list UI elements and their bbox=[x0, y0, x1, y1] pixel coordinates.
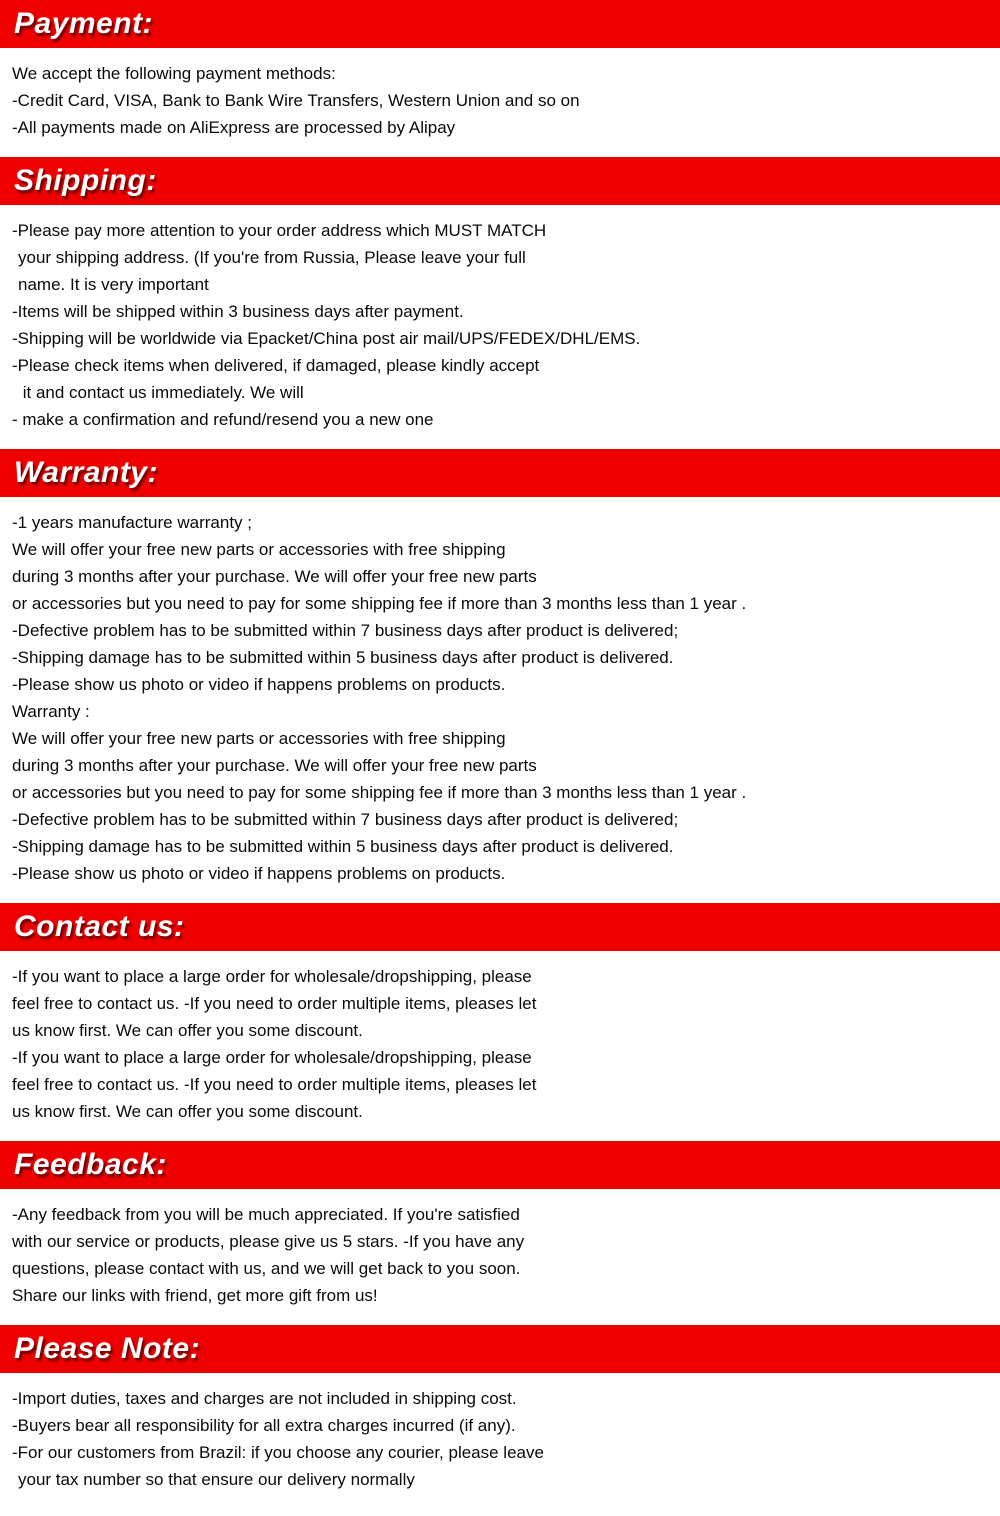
text-line: - make a confirmation and refund/resend you a new one bbox=[12, 410, 434, 429]
text-line: Warranty : bbox=[12, 702, 90, 721]
text-line: during 3 months after your purchase. We will offer your free new parts bbox=[12, 567, 537, 586]
section-title-warranty: Warranty: bbox=[14, 456, 158, 489]
section-header-payment bbox=[0, 0, 1000, 48]
text-line: -1 years manufacture warranty ; bbox=[12, 513, 252, 532]
section-header-contact-us bbox=[0, 903, 1000, 951]
text-line: -Please check items when delivered, if damaged, please kindly accept bbox=[12, 356, 540, 375]
text-line: -For our customers from Brazil: if you choose any courier, please leave bbox=[12, 1443, 544, 1462]
text-line: feel free to contact us. -If you need to order multiple items, pleases let bbox=[12, 1075, 537, 1094]
text-line: -Shipping damage has to be submitted within 5 business days after product is delivered. bbox=[12, 648, 674, 667]
section-please-note bbox=[0, 1325, 1000, 1509]
text-line: -Buyers bear all responsibility for all extra charges incurred (if any). bbox=[12, 1416, 516, 1435]
text-line: -Shipping will be worldwide via Epacket/China post air mail/UPS/FEDEX/DHL/EMS. bbox=[12, 329, 641, 348]
section-feedback bbox=[0, 1141, 1000, 1325]
text-line: We will offer your free new parts or accessories with free shipping bbox=[12, 729, 506, 748]
section-header-feedback bbox=[0, 1141, 1000, 1189]
text-line: -Please pay more attention to your order address which MUST MATCH bbox=[12, 221, 547, 240]
section-header-shipping bbox=[0, 157, 1000, 205]
text-line: -Items will be shipped within 3 business days after payment. bbox=[12, 302, 464, 321]
text-line: -Defective problem has to be submitted within 7 business days after product is delivered; bbox=[12, 621, 679, 640]
section-shipping bbox=[0, 157, 1000, 449]
section-header-please-note bbox=[0, 1325, 1000, 1373]
text-line: -Any feedback from you will be much appreciated. If you're satisfied bbox=[12, 1205, 520, 1224]
text-line: -If you want to place a large order for wholesale/dropshipping, please bbox=[12, 1048, 532, 1067]
text-line: -If you want to place a large order for wholesale/dropshipping, please bbox=[12, 967, 532, 986]
text-line: during 3 months after your purchase. We will offer your free new parts bbox=[12, 756, 537, 775]
text-line: -Please show us photo or video if happens problems on products. bbox=[12, 864, 506, 883]
section-title-shipping: Shipping: bbox=[14, 164, 157, 197]
text-line: -Shipping damage has to be submitted within 5 business days after product is delivered. bbox=[12, 837, 674, 856]
text-line: We will offer your free new parts or accessories with free shipping bbox=[12, 540, 506, 559]
section-title-payment: Payment: bbox=[14, 7, 154, 40]
section-title-contact-us: Contact us: bbox=[14, 910, 185, 943]
text-line: your tax number so that ensure our delivery normally bbox=[18, 1470, 415, 1489]
text-line: -Please show us photo or video if happens problems on products. bbox=[12, 675, 506, 694]
text-line: or accessories but you need to pay for some shipping fee if more than 3 months less than 1 year . bbox=[12, 783, 747, 802]
section-warranty bbox=[0, 449, 1000, 903]
text-line: -Credit Card, VISA, Bank to Bank Wire Transfers, Western Union and so on bbox=[12, 91, 580, 110]
text-line: it and contact us immediately. We will bbox=[18, 383, 304, 402]
section-title-please-note: Please Note: bbox=[14, 1332, 201, 1365]
text-line: We accept the following payment methods: bbox=[12, 64, 336, 83]
text-line: feel free to contact us. -If you need to order multiple items, pleases let bbox=[12, 994, 537, 1013]
text-line: -Defective problem has to be submitted within 7 business days after product is delivered; bbox=[12, 810, 679, 829]
text-line: us know first. We can offer you some discount. bbox=[12, 1021, 363, 1040]
section-contact-us bbox=[0, 903, 1000, 1141]
text-line: your shipping address. (If you're from Russia, Please leave your full bbox=[18, 248, 526, 267]
section-body-shipping bbox=[0, 205, 1000, 449]
section-payment bbox=[0, 0, 1000, 157]
text-line: -All payments made on AliExpress are processed by Alipay bbox=[12, 118, 456, 137]
text-line: with our service or products, please give us 5 stars. -If you have any bbox=[12, 1232, 525, 1251]
section-body-feedback bbox=[0, 1189, 1000, 1325]
section-body-payment bbox=[0, 48, 1000, 157]
text-line: -Import duties, taxes and charges are not included in shipping cost. bbox=[12, 1389, 517, 1408]
text-line: questions, please contact with us, and we will get back to you soon. bbox=[12, 1259, 521, 1278]
text-line: us know first. We can offer you some discount. bbox=[12, 1102, 363, 1121]
text-line: Share our links with friend, get more gift from us! bbox=[12, 1286, 378, 1305]
section-title-feedback: Feedback: bbox=[14, 1148, 167, 1181]
text-line: name. It is very important bbox=[18, 275, 209, 294]
section-header-warranty bbox=[0, 449, 1000, 497]
text-line: or accessories but you need to pay for some shipping fee if more than 3 months less than 1 year . bbox=[12, 594, 747, 613]
section-body-please-note bbox=[0, 1373, 1000, 1509]
section-body-contact-us bbox=[0, 951, 1000, 1141]
section-body-warranty bbox=[0, 497, 1000, 903]
